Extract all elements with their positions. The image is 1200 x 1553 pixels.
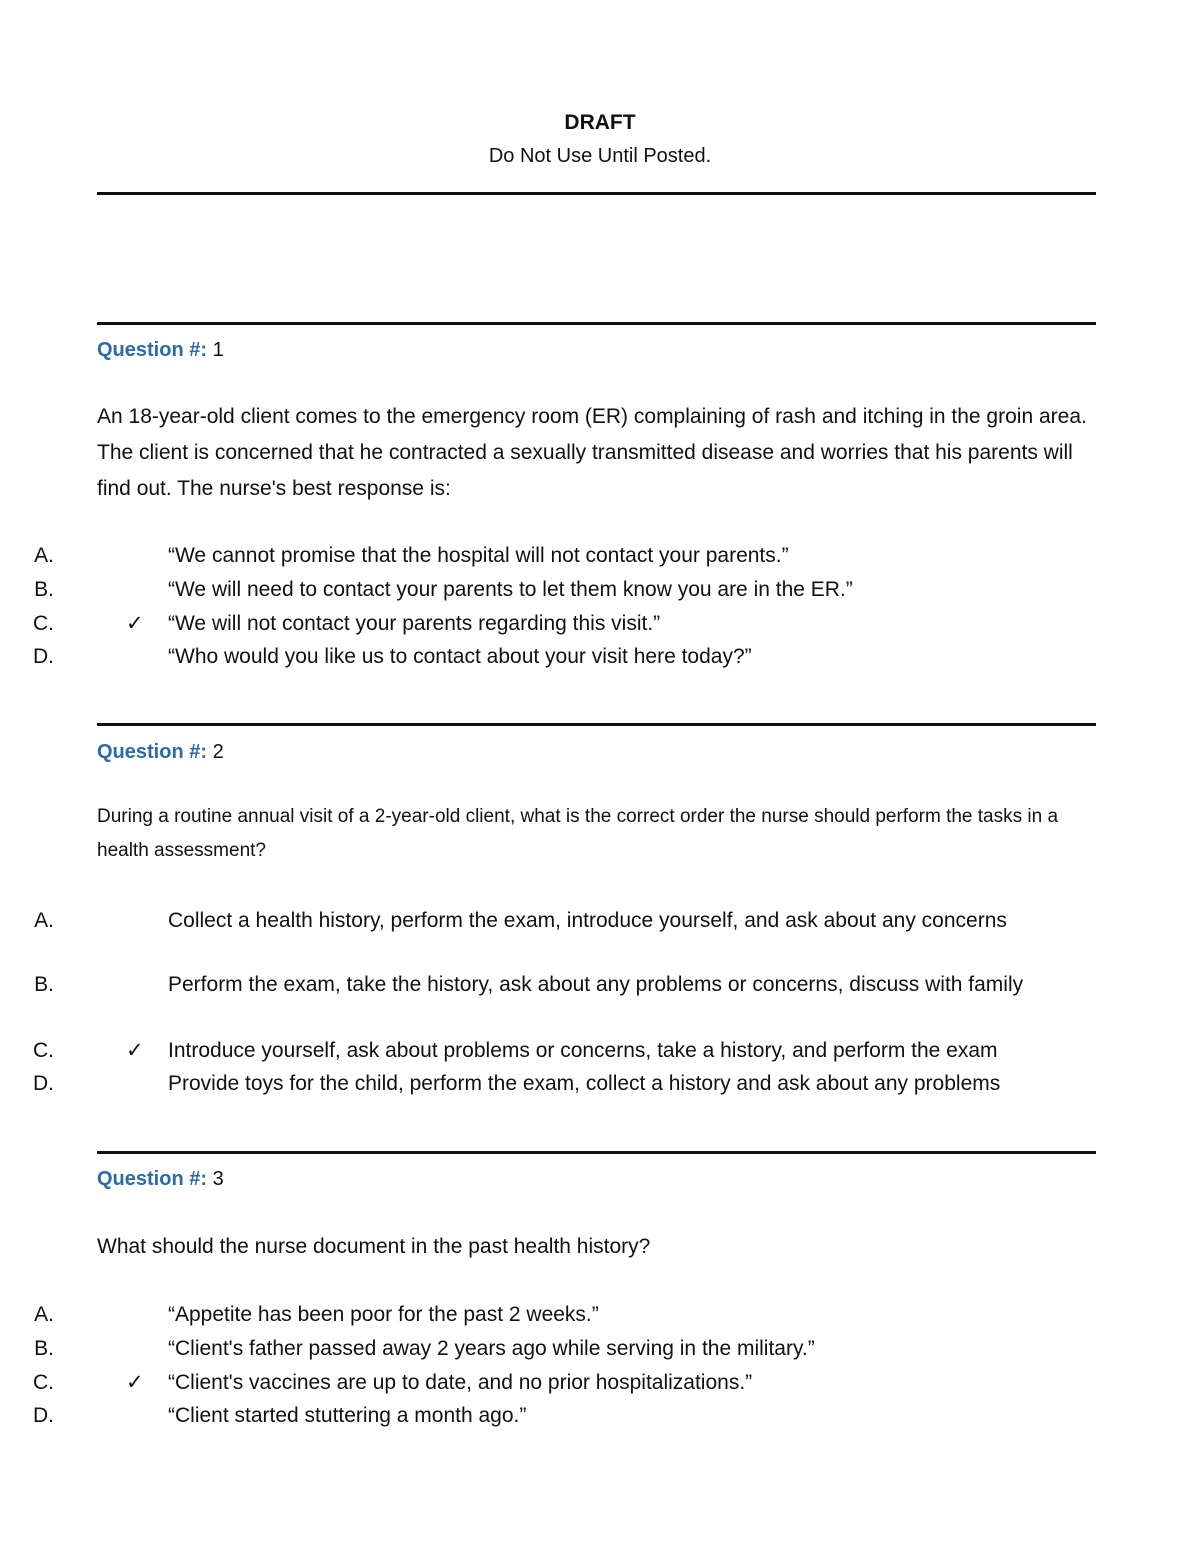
question-number-value: 1 xyxy=(212,339,224,361)
draft-subtitle: Do Not Use Until Posted. xyxy=(488,145,712,167)
option-text: “Client started stuttering a month ago.” xyxy=(168,1404,527,1427)
question-label: Question #: xyxy=(97,1168,208,1190)
option-letter: B. xyxy=(34,578,54,601)
option-text: Provide toys for the child, perform the exam, collect a history and ask about any problems xyxy=(168,1072,1001,1095)
option-text: “We will need to contact your parents to let them know you are in the ER.” xyxy=(168,578,853,601)
header-divider xyxy=(97,192,1096,195)
question-number xyxy=(97,1166,224,1192)
option-letter: D. xyxy=(33,645,54,668)
question-divider xyxy=(97,1151,1096,1154)
option-letter: C. xyxy=(33,1371,54,1394)
option-text: Introduce yourself, ask about problems or concerns, take a history, and perform the exam xyxy=(168,1039,998,1062)
question-number-value: 2 xyxy=(212,741,224,763)
option-text: Perform the exam, take the history, ask about any problems or concerns, discuss with family xyxy=(168,973,1024,996)
option-text: Collect a health history, perform the exam, introduce yourself, and ask about any concerns xyxy=(168,909,1007,932)
check-icon: ✓ xyxy=(126,612,144,635)
option-letter: B. xyxy=(34,1337,54,1360)
option-text: “Client's father passed away 2 years ago while serving in the military.” xyxy=(168,1337,815,1360)
option-letter: C. xyxy=(33,1039,54,1062)
option-letter: A. xyxy=(34,544,54,567)
question-number xyxy=(97,739,224,765)
draft-title: DRAFT xyxy=(564,111,636,134)
question-text: What should the nurse document in the past health history? xyxy=(97,1235,651,1258)
option-text: “Appetite has been poor for the past 2 weeks.” xyxy=(168,1303,599,1326)
question-divider xyxy=(97,723,1096,726)
option-letter: B. xyxy=(34,973,54,996)
option-letter: D. xyxy=(33,1404,54,1427)
question-label: Question #: xyxy=(97,741,208,763)
question-text: During a routine annual visit of a 2-year-old client, what is the correct order the nurse should perform the tasks in a health assessment? xyxy=(97,806,1059,861)
option-letter: D. xyxy=(33,1072,54,1095)
option-text: “Who would you like us to contact about your visit here today?” xyxy=(168,645,752,668)
question-number xyxy=(97,337,224,363)
option-text: “We will not contact your parents regarding this visit.” xyxy=(168,612,661,635)
question-divider xyxy=(97,322,1096,325)
option-letter: A. xyxy=(34,1303,54,1326)
option-text: “We cannot promise that the hospital will not contact your parents.” xyxy=(168,544,789,567)
question-label: Question #: xyxy=(97,339,208,361)
question-text: An 18-year-old client comes to the emergency room (ER) complaining of rash and itching in the groin area. The client is concerned that he contracted a sexually transmitted disease and worries that his parents will find out. The nurse's best response is: xyxy=(97,405,1087,500)
option-letter: A. xyxy=(34,909,54,932)
check-icon: ✓ xyxy=(126,1039,144,1062)
question-number-value: 3 xyxy=(212,1168,224,1190)
check-icon: ✓ xyxy=(126,1371,144,1394)
option-letter: C. xyxy=(33,612,54,635)
option-text: “Client's vaccines are up to date, and no prior hospitalizations.” xyxy=(168,1371,753,1394)
